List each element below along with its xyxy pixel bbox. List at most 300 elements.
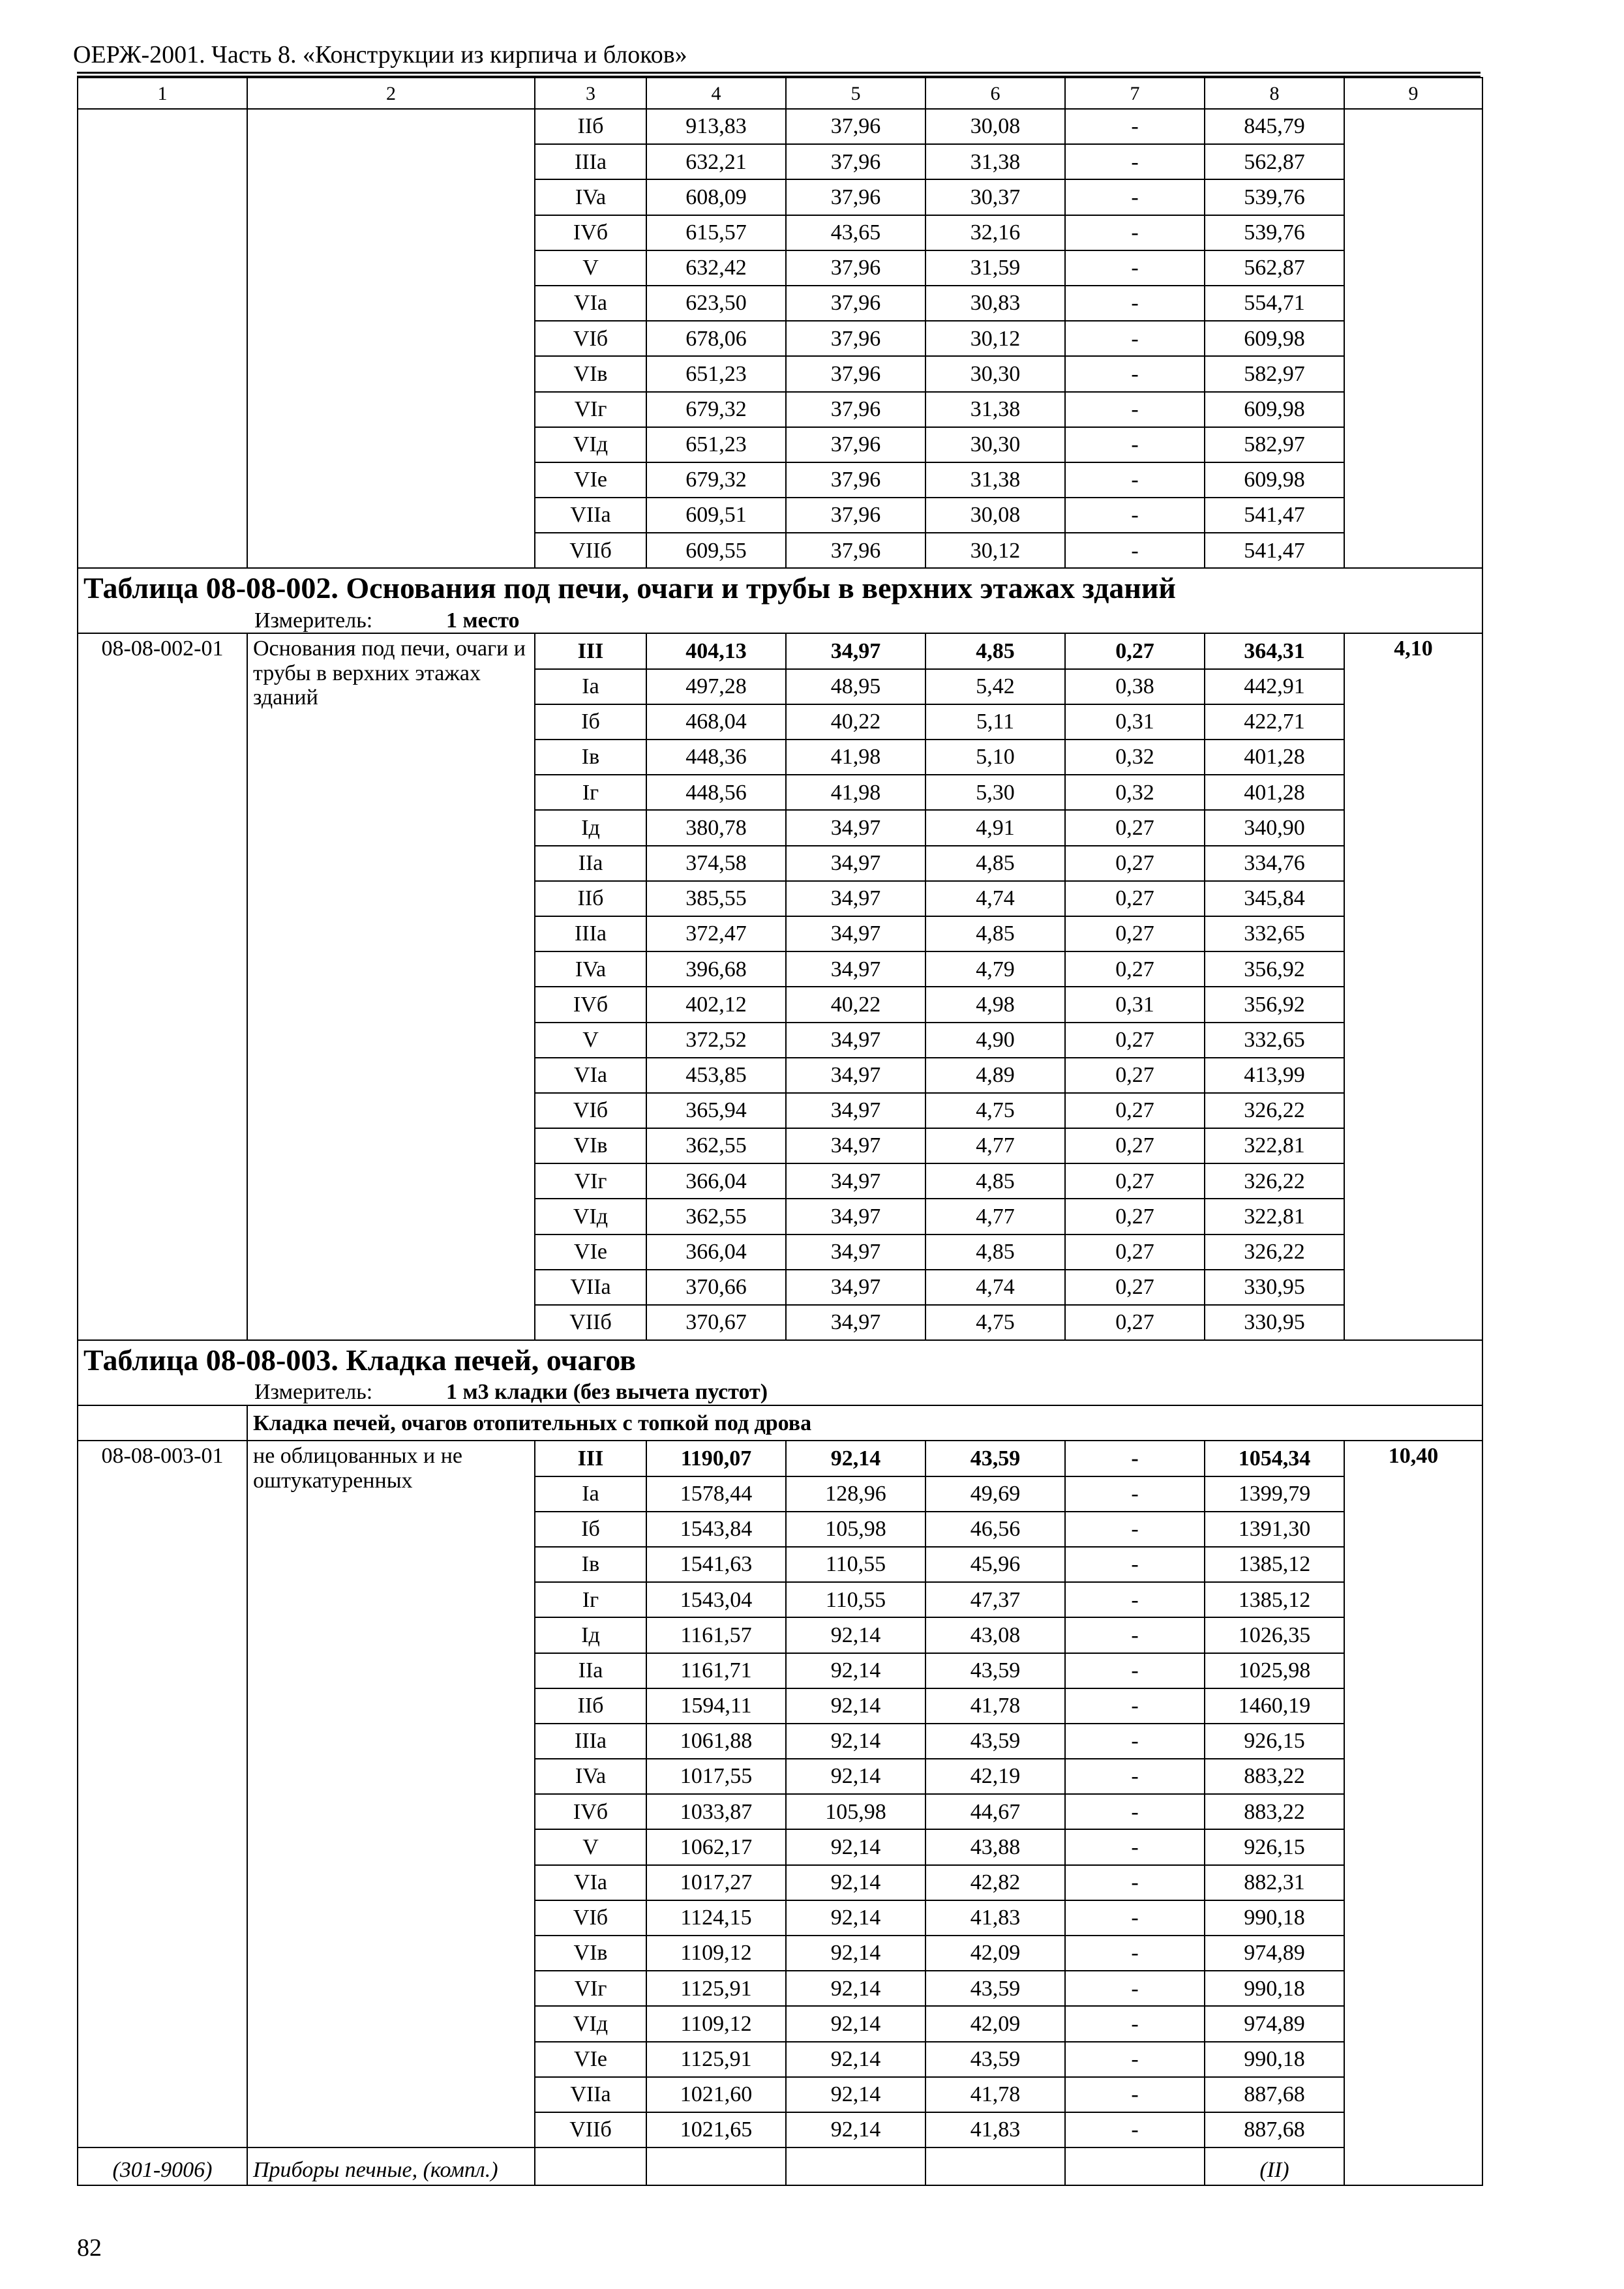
value-cell: 396,68 <box>646 951 786 987</box>
value-cell: 46,56 <box>925 1512 1065 1547</box>
value-cell: 385,55 <box>646 881 786 916</box>
value-cell: 539,76 <box>1205 215 1344 250</box>
value-cell: - <box>1065 498 1205 533</box>
zone-cell: IIIa <box>535 1724 646 1759</box>
labor-cost-cell: 4,10 <box>1344 633 1482 1340</box>
value-cell: 370,66 <box>646 1270 786 1305</box>
value-cell: 608,09 <box>646 179 786 215</box>
value-cell: 632,21 <box>646 144 786 179</box>
value-cell: 1026,35 <box>1205 1617 1344 1653</box>
value-cell: 679,32 <box>646 462 786 498</box>
value-cell: - <box>1065 179 1205 215</box>
value-cell: 4,77 <box>925 1199 1065 1234</box>
value-cell: 37,96 <box>786 392 925 427</box>
zone-cell: IVa <box>535 1759 646 1794</box>
value-cell: 1399,79 <box>1205 1476 1344 1512</box>
value-cell: 615,57 <box>646 215 786 250</box>
value-cell: 4,85 <box>925 1163 1065 1199</box>
value-cell: 30,08 <box>925 109 1065 144</box>
value-cell: - <box>1065 321 1205 356</box>
labor-cost-cell <box>1344 109 1482 568</box>
value-cell: - <box>1065 1936 1205 1971</box>
value-cell: 582,97 <box>1205 427 1344 462</box>
value-cell: 43,88 <box>925 1829 1065 1864</box>
value-cell: - <box>1065 533 1205 568</box>
value-cell: 0,27 <box>1065 1199 1205 1234</box>
value-cell: 364,31 <box>1205 633 1344 668</box>
value-cell: 105,98 <box>786 1512 925 1547</box>
value-cell: 5,10 <box>925 740 1065 775</box>
value-cell: 34,97 <box>786 1058 925 1093</box>
zone-cell: VIб <box>535 321 646 356</box>
value-cell: 404,13 <box>646 633 786 668</box>
value-cell: 541,47 <box>1205 498 1344 533</box>
header-rule <box>77 72 1481 74</box>
value-cell: 340,90 <box>1205 810 1344 845</box>
zone-cell: Iв <box>535 740 646 775</box>
row-description: Основания под печи, очаги и трубы в верхних этажах зданий <box>247 633 535 1340</box>
value-cell: 1017,55 <box>646 1759 786 1794</box>
empty-cell <box>646 2147 786 2185</box>
value-cell: 92,14 <box>786 1971 925 2006</box>
value-cell: 105,98 <box>786 1794 925 1829</box>
value-cell: 926,15 <box>1205 1829 1344 1864</box>
value-cell: 1541,63 <box>646 1547 786 1582</box>
value-cell: 541,47 <box>1205 533 1344 568</box>
measure-value: 1 место <box>446 608 520 633</box>
value-cell: 1385,12 <box>1205 1582 1344 1617</box>
value-cell: 41,98 <box>786 775 925 810</box>
value-cell: 110,55 <box>786 1582 925 1617</box>
value-cell: 990,18 <box>1205 2042 1344 2077</box>
value-cell: 497,28 <box>646 669 786 704</box>
zone-cell: VIe <box>535 462 646 498</box>
zone-cell: IIIa <box>535 144 646 179</box>
value-cell: 609,51 <box>646 498 786 533</box>
value-cell: - <box>1065 2042 1205 2077</box>
value-cell: 651,23 <box>646 356 786 391</box>
value-cell: 883,22 <box>1205 1759 1344 1794</box>
row-code <box>78 109 247 568</box>
zone-cell: Ia <box>535 1476 646 1512</box>
value-cell: 4,74 <box>925 881 1065 916</box>
value-cell: - <box>1065 1476 1205 1512</box>
value-cell: 47,37 <box>925 1582 1065 1617</box>
value-cell: 4,98 <box>925 987 1065 1022</box>
value-cell: 1543,04 <box>646 1582 786 1617</box>
zone-cell: V <box>535 1829 646 1864</box>
value-cell: 372,47 <box>646 916 786 951</box>
value-cell: 37,96 <box>786 498 925 533</box>
value-cell: 1391,30 <box>1205 1512 1344 1547</box>
value-cell: 41,78 <box>925 1688 1065 1724</box>
value-cell: 5,30 <box>925 775 1065 810</box>
value-cell: 42,82 <box>925 1865 1065 1900</box>
value-cell: 365,94 <box>646 1093 786 1128</box>
zone-cell: VIe <box>535 2042 646 2077</box>
value-cell: - <box>1065 392 1205 427</box>
value-cell: 43,59 <box>925 1441 1065 1476</box>
value-cell: 345,84 <box>1205 881 1344 916</box>
value-cell: 330,95 <box>1205 1270 1344 1305</box>
value-cell: 0,27 <box>1065 846 1205 881</box>
value-cell: 42,19 <box>925 1759 1065 1794</box>
value-cell: 30,12 <box>925 533 1065 568</box>
empty-cell <box>535 2147 646 2185</box>
value-cell: 883,22 <box>1205 1794 1344 1829</box>
value-cell: 0,32 <box>1065 775 1205 810</box>
value-cell: 41,83 <box>925 1900 1065 1936</box>
value-cell: 92,14 <box>786 2042 925 2077</box>
value-cell: 92,14 <box>786 2112 925 2147</box>
zone-cell: IVб <box>535 215 646 250</box>
value-cell: 37,96 <box>786 462 925 498</box>
empty-cell <box>786 2147 925 2185</box>
value-cell: 632,42 <box>646 250 786 286</box>
value-cell: 30,08 <box>925 498 1065 533</box>
value-cell: 34,97 <box>786 1199 925 1234</box>
value-cell: - <box>1065 427 1205 462</box>
value-cell: 41,83 <box>925 2112 1065 2147</box>
value-cell: 4,85 <box>925 916 1065 951</box>
value-cell: 92,14 <box>786 1936 925 1971</box>
zone-cell: VIг <box>535 392 646 427</box>
value-cell: 41,98 <box>786 740 925 775</box>
value-cell: 990,18 <box>1205 1971 1344 2006</box>
value-cell: 34,97 <box>786 846 925 881</box>
zone-cell: VIв <box>535 1128 646 1163</box>
value-cell: 37,96 <box>786 109 925 144</box>
column-number: 9 <box>1344 78 1482 109</box>
value-cell: - <box>1065 356 1205 391</box>
value-cell: 92,14 <box>786 1653 925 1688</box>
value-cell: 34,97 <box>786 1093 925 1128</box>
column-number: 6 <box>925 78 1065 109</box>
empty-cell <box>925 2147 1065 2185</box>
value-cell: 30,83 <box>925 286 1065 321</box>
zone-cell: III <box>535 1441 646 1476</box>
row-description: не облицованных и не оштукатуренных <box>247 1441 535 2147</box>
value-cell: 37,96 <box>786 533 925 568</box>
zone-cell: Ia <box>535 669 646 704</box>
value-cell: 4,90 <box>925 1023 1065 1058</box>
zone-cell: IIб <box>535 1688 646 1724</box>
value-cell: 4,85 <box>925 1234 1065 1270</box>
value-cell: 374,58 <box>646 846 786 881</box>
value-cell: 92,14 <box>786 2006 925 2041</box>
value-cell: - <box>1065 2006 1205 2041</box>
value-cell: 679,32 <box>646 392 786 427</box>
value-cell: 926,15 <box>1205 1724 1344 1759</box>
value-cell: 0,27 <box>1065 1234 1205 1270</box>
measure-label: Измеритель: <box>254 1380 373 1405</box>
value-cell: 887,68 <box>1205 2077 1344 2112</box>
value-cell: 1017,27 <box>646 1865 786 1900</box>
value-cell: 453,85 <box>646 1058 786 1093</box>
value-cell: 582,97 <box>1205 356 1344 391</box>
value-cell: 34,97 <box>786 951 925 987</box>
value-cell: 845,79 <box>1205 109 1344 144</box>
value-cell: 0,27 <box>1065 1023 1205 1058</box>
value-cell: 43,59 <box>925 1653 1065 1688</box>
value-cell: 32,16 <box>925 215 1065 250</box>
value-cell: 40,22 <box>786 987 925 1022</box>
zone-cell: VIб <box>535 1900 646 1936</box>
value-cell: 30,37 <box>925 179 1065 215</box>
value-cell: - <box>1065 215 1205 250</box>
zone-cell: VIд <box>535 1199 646 1234</box>
value-cell: 1125,91 <box>646 2042 786 2077</box>
zone-cell: VIIa <box>535 1270 646 1305</box>
value-cell: - <box>1065 1547 1205 1582</box>
value-cell: 34,97 <box>786 1305 925 1340</box>
value-cell: 92,14 <box>786 1829 925 1864</box>
zone-cell: Iб <box>535 704 646 740</box>
value-cell: 422,71 <box>1205 704 1344 740</box>
value-cell: 41,78 <box>925 2077 1065 2112</box>
value-cell: 44,67 <box>925 1794 1065 1829</box>
row-code: 08-08-003-01 <box>78 1441 247 2147</box>
value-cell: 326,22 <box>1205 1093 1344 1128</box>
value-cell: 330,95 <box>1205 1305 1344 1340</box>
column-number: 4 <box>646 78 786 109</box>
row-description <box>247 109 535 568</box>
value-cell: 34,97 <box>786 1270 925 1305</box>
zone-cell: VIг <box>535 1163 646 1199</box>
value-cell: 4,85 <box>925 846 1065 881</box>
value-cell: 539,76 <box>1205 179 1344 215</box>
column-number: 5 <box>786 78 925 109</box>
zone-cell: VIв <box>535 356 646 391</box>
value-cell: 401,28 <box>1205 740 1344 775</box>
column-number-row <box>78 78 1482 109</box>
zone-cell: IIб <box>535 881 646 916</box>
value-cell: 448,56 <box>646 775 786 810</box>
measure-cell <box>78 608 1482 633</box>
value-cell: 0,27 <box>1065 951 1205 987</box>
value-cell: 34,97 <box>786 1128 925 1163</box>
value-cell: 30,12 <box>925 321 1065 356</box>
zone-cell: IVa <box>535 179 646 215</box>
value-cell: 0,27 <box>1065 1163 1205 1199</box>
value-cell: 0,32 <box>1065 740 1205 775</box>
table-row <box>78 109 1482 144</box>
value-cell: 4,91 <box>925 810 1065 845</box>
zone-cell: VIIб <box>535 533 646 568</box>
value-cell: 34,97 <box>786 633 925 668</box>
value-cell: 0,38 <box>1065 669 1205 704</box>
value-cell: 362,55 <box>646 1199 786 1234</box>
value-cell: 362,55 <box>646 1128 786 1163</box>
value-cell: 468,04 <box>646 704 786 740</box>
column-number: 8 <box>1205 78 1344 109</box>
labor-cost-cell: 10,40 <box>1344 1441 1482 2185</box>
value-cell: 4,85 <box>925 633 1065 668</box>
value-cell: 974,89 <box>1205 2006 1344 2041</box>
value-cell: 0,27 <box>1065 633 1205 668</box>
value-cell: 37,96 <box>786 356 925 391</box>
value-cell: 37,96 <box>786 250 925 286</box>
value-cell: 31,38 <box>925 144 1065 179</box>
value-cell: - <box>1065 1617 1205 1653</box>
zone-cell: IVб <box>535 1794 646 1829</box>
value-cell: 4,79 <box>925 951 1065 987</box>
value-cell: - <box>1065 1900 1205 1936</box>
value-cell: - <box>1065 1441 1205 1476</box>
value-cell: 42,09 <box>925 2006 1065 2041</box>
value-cell: 92,14 <box>786 1865 925 1900</box>
value-cell: 48,95 <box>786 669 925 704</box>
value-cell: 1460,19 <box>1205 1688 1344 1724</box>
zone-cell: IIIa <box>535 916 646 951</box>
page-header: ОЕРЖ-2001. Часть 8. «Конструкции из кирпича и блоков» <box>73 41 687 68</box>
value-cell: - <box>1065 462 1205 498</box>
measure-label: Измеритель: <box>254 608 373 633</box>
value-cell: 322,81 <box>1205 1128 1344 1163</box>
value-cell: - <box>1065 144 1205 179</box>
subheading: Кладка печей, очагов отопительных с топкой под дрова <box>247 1405 1482 1441</box>
value-cell: 37,96 <box>786 144 925 179</box>
value-cell: 43,59 <box>925 1724 1065 1759</box>
zone-cell: VIIб <box>535 1305 646 1340</box>
zone-cell: Iб <box>535 1512 646 1547</box>
value-cell: 5,11 <box>925 704 1065 740</box>
column-number: 7 <box>1065 78 1205 109</box>
value-cell: 332,65 <box>1205 916 1344 951</box>
value-cell: 609,98 <box>1205 392 1344 427</box>
column-number: 2 <box>247 78 535 109</box>
value-cell: 42,09 <box>925 1936 1065 1971</box>
value-cell: 326,22 <box>1205 1163 1344 1199</box>
zone-cell: VIв <box>535 1936 646 1971</box>
value-cell: 0,27 <box>1065 881 1205 916</box>
zone-cell: V <box>535 1023 646 1058</box>
value-cell: 92,14 <box>786 1688 925 1724</box>
value-cell: - <box>1065 2077 1205 2112</box>
value-cell: - <box>1065 286 1205 321</box>
value-cell: 40,22 <box>786 704 925 740</box>
value-cell: 34,97 <box>786 1163 925 1199</box>
value-cell: 1543,84 <box>646 1512 786 1547</box>
zone-cell: VIIa <box>535 2077 646 2112</box>
value-cell: 0,31 <box>1065 704 1205 740</box>
value-cell: 562,87 <box>1205 144 1344 179</box>
value-cell: 1021,65 <box>646 2112 786 2147</box>
value-cell: 326,22 <box>1205 1234 1344 1270</box>
value-cell: - <box>1065 1971 1205 2006</box>
value-cell: 366,04 <box>646 1234 786 1270</box>
value-cell: - <box>1065 250 1205 286</box>
zone-cell: VIд <box>535 2006 646 2041</box>
value-cell: - <box>1065 1724 1205 1759</box>
measure-row <box>78 608 1482 633</box>
value-cell: 1054,34 <box>1205 1441 1344 1476</box>
value-cell: 43,08 <box>925 1617 1065 1653</box>
zone-cell: VIIa <box>535 498 646 533</box>
value-cell: 49,69 <box>925 1476 1065 1512</box>
value-cell: 37,96 <box>786 427 925 462</box>
value-cell: 30,30 <box>925 356 1065 391</box>
value-cell: 0,27 <box>1065 1305 1205 1340</box>
measure-cell <box>78 1380 1482 1405</box>
value-cell: 1385,12 <box>1205 1547 1344 1582</box>
value-cell: - <box>1065 1512 1205 1547</box>
value-cell: 609,55 <box>646 533 786 568</box>
value-cell: 31,38 <box>925 392 1065 427</box>
zone-cell: IVб <box>535 987 646 1022</box>
value-cell: 30,30 <box>925 427 1065 462</box>
zone-cell: Iг <box>535 1582 646 1617</box>
value-cell: - <box>1065 1582 1205 1617</box>
table-row <box>78 1441 1482 1476</box>
value-cell: 1109,12 <box>646 2006 786 2041</box>
value-cell: 0,27 <box>1065 916 1205 951</box>
value-cell: 0,31 <box>1065 987 1205 1022</box>
value-cell: 92,14 <box>786 1900 925 1936</box>
value-cell: 372,52 <box>646 1023 786 1058</box>
value-cell: 623,50 <box>646 286 786 321</box>
value-cell: 1578,44 <box>646 1476 786 1512</box>
value-cell: 0,27 <box>1065 1093 1205 1128</box>
value-cell: 34,97 <box>786 916 925 951</box>
value-cell: 4,77 <box>925 1128 1065 1163</box>
value-cell: 92,14 <box>786 2077 925 2112</box>
value-cell: 34,97 <box>786 881 925 916</box>
value-cell: 34,97 <box>786 1234 925 1270</box>
value-cell: 442,91 <box>1205 669 1344 704</box>
value-cell: - <box>1065 1759 1205 1794</box>
value-cell: 4,89 <box>925 1058 1065 1093</box>
zone-cell: Iг <box>535 775 646 810</box>
footnote-row <box>78 2147 1482 2185</box>
zone-cell: IIa <box>535 1653 646 1688</box>
value-cell: - <box>1065 1865 1205 1900</box>
value-cell: 1109,12 <box>646 1936 786 1971</box>
value-cell: 356,92 <box>1205 987 1344 1022</box>
subheading-row <box>78 1405 1482 1441</box>
value-cell: 31,38 <box>925 462 1065 498</box>
zone-cell: VIa <box>535 1865 646 1900</box>
value-cell: 5,42 <box>925 669 1065 704</box>
rates-table <box>77 77 1483 2186</box>
value-cell: - <box>1065 1794 1205 1829</box>
value-cell: - <box>1065 1829 1205 1864</box>
zone-cell: VIг <box>535 1971 646 2006</box>
zone-cell: IVa <box>535 951 646 987</box>
row-code: 08-08-002-01 <box>78 633 247 1340</box>
value-cell: 1161,71 <box>646 1653 786 1688</box>
subheading-spacer <box>78 1405 247 1441</box>
value-cell: 651,23 <box>646 427 786 462</box>
value-cell: 43,59 <box>925 2042 1065 2077</box>
value-cell: 1021,60 <box>646 2077 786 2112</box>
value-cell: 92,14 <box>786 1441 925 1476</box>
value-cell: 1190,07 <box>646 1441 786 1476</box>
value-cell: 1033,87 <box>646 1794 786 1829</box>
footnote-name: Приборы печные, (компл.) <box>247 2147 535 2185</box>
value-cell: 401,28 <box>1205 775 1344 810</box>
value-cell: 4,75 <box>925 1305 1065 1340</box>
table-title-row <box>78 1340 1482 1380</box>
value-cell: 678,06 <box>646 321 786 356</box>
value-cell: 887,68 <box>1205 2112 1344 2147</box>
value-cell: 0,27 <box>1065 1270 1205 1305</box>
value-cell: 43,65 <box>786 215 925 250</box>
table-title: Таблица 08-08-003. Кладка печей, очагов <box>78 1340 1482 1380</box>
value-cell: 1062,17 <box>646 1829 786 1864</box>
zone-cell: VIд <box>535 427 646 462</box>
value-cell: 413,99 <box>1205 1058 1344 1093</box>
